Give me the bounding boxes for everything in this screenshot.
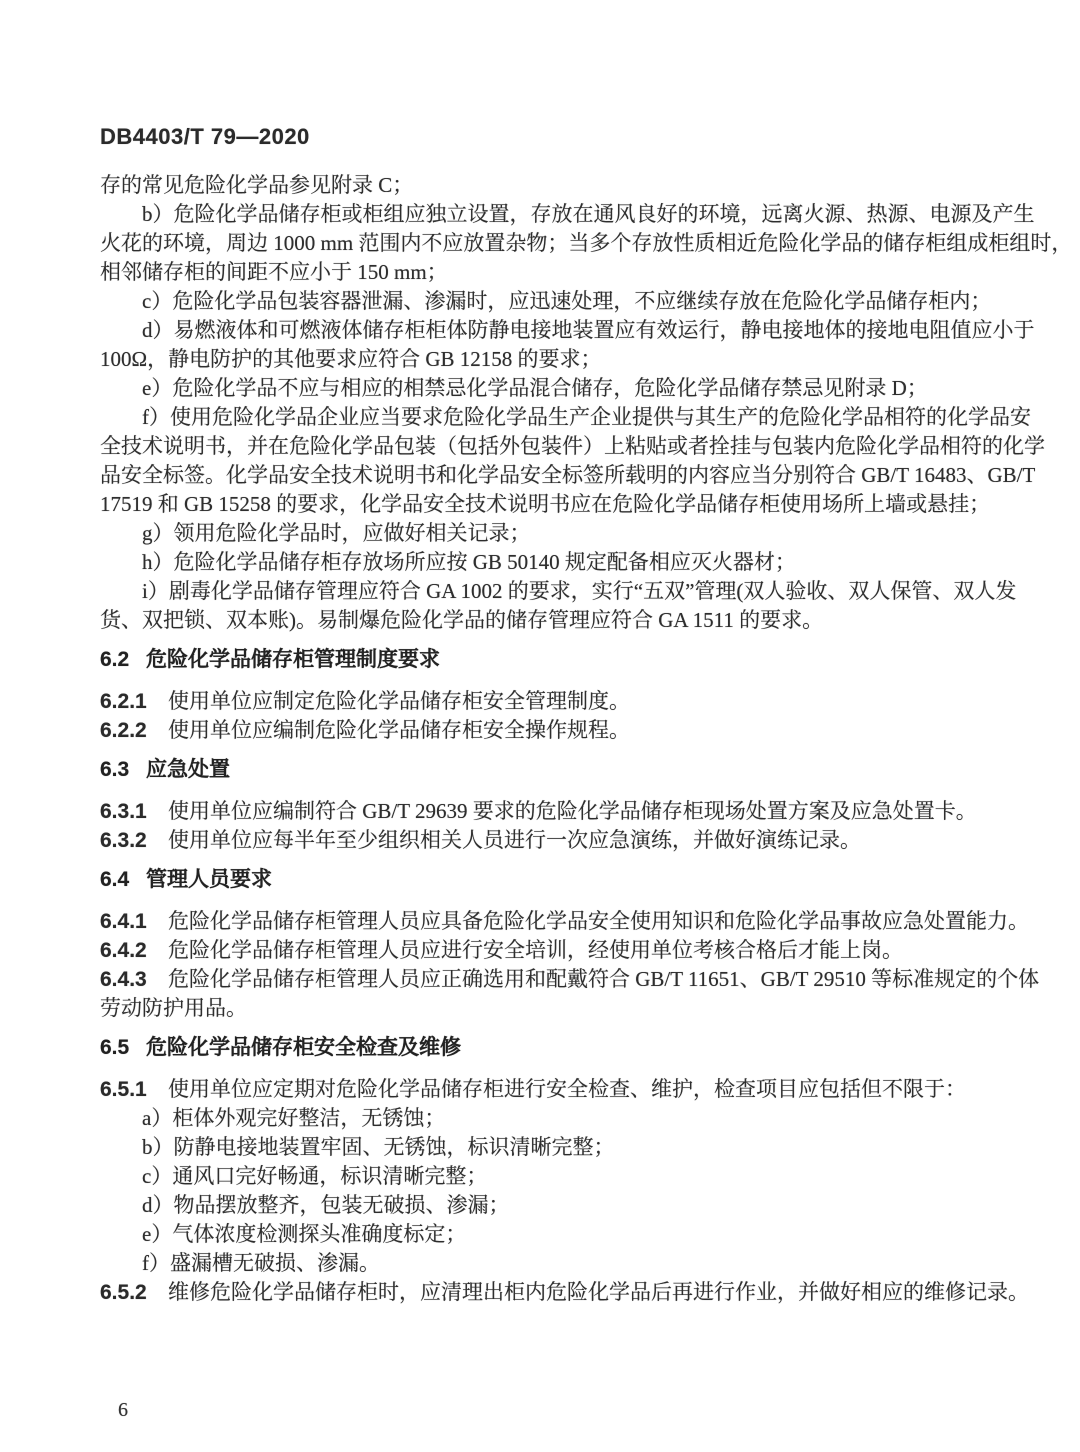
page-footer <box>118 1396 128 1424</box>
text-line: 相邻储存柜的间距不应小于 150 mm； <box>100 260 448 284</box>
clause-line <box>100 965 1040 994</box>
list-item-line: f）盛漏槽无破损、渗漏。 <box>142 1251 380 1275</box>
clause-line <box>100 687 990 716</box>
clause-line <box>100 826 990 855</box>
text-line: 17519 和 GB 15258 的要求，化学品安全技术说明书应在危险化学品储存柜使用场所上墙或悬挂； <box>100 492 991 516</box>
clause-text: 使用单位应定期对危险化学品储存柜进行安全检查、维护，检查项目应包括但不限于： <box>168 1077 966 1101</box>
clause-number: 6.5.2 <box>100 1281 147 1304</box>
clause-number: 6.3.2 <box>100 829 147 852</box>
clause-number: 6.4.3 <box>100 968 147 991</box>
clause-text: 使用单位应制定危险化学品储存柜安全管理制度。 <box>168 689 630 713</box>
running-header-doc-number: DB4403/T 79—2020 <box>100 124 310 149</box>
clause-number: 6.3.1 <box>100 800 147 823</box>
list-item-line: b）危险化学品储存柜或柜组应独立设置，存放在通风良好的环境，远离火源、热源、电源及产生 <box>142 202 1035 226</box>
list-item-line: i）剧毒化学品储存管理应符合 GA 1002 的要求，实行“五双”管理(双人验收、双人保管、双人发 <box>142 579 1017 603</box>
clause-line <box>100 716 990 745</box>
list-item-line: b）防静电接地装置牢固、无锈蚀，标识清晰完整； <box>142 1135 615 1159</box>
list-item-line: a）柜体外观完好整洁，无锈蚀； <box>142 1106 446 1130</box>
text-line: 火花的环境，周边 1000 mm 范围内不应放置杂物；当多个存放性质相近危险化学品的储存柜组成柜组时， <box>100 231 1073 255</box>
list-item-line: e）危险化学品不应与相应的相禁忌化学品混合储存，危险化学品储存禁忌见附录 D； <box>142 376 928 400</box>
section-number: 6.2 <box>100 648 130 671</box>
text-line: 全技术说明书，并在危险化学品包装（包括外包装件）上粘贴或者拴挂与包装内危险化学品相符的化学 <box>100 434 1045 458</box>
list-item-line: d）物品摆放整齐，包装无破损、渗漏； <box>142 1193 510 1217</box>
clause-text: 维修危险化学品储存柜时，应清理出柜内危险化学品后再进行作业，并做好相应的维修记录。 <box>168 1280 1029 1304</box>
clause-text: 危险化学品储存柜管理人员应进行安全培训，经使用单位考核合格后才能上岗。 <box>168 938 903 962</box>
clause-number: 6.4.1 <box>100 910 147 933</box>
text-line: 劳动防护用品。 <box>100 996 247 1020</box>
section-heading <box>100 1033 990 1062</box>
clause-text: 使用单位应编制符合 GB/T 29639 要求的危险化学品储存柜现场处置方案及应急处置卡。 <box>168 799 977 823</box>
list-item-line: g）领用危险化学品时，应做好相关记录； <box>142 521 531 545</box>
clause-text: 使用单位应每半年至少组织相关人员进行一次应急演练，并做好演练记录。 <box>168 828 861 852</box>
text-line: 货、双把锁、双本账)。易制爆危险化学品的储存管理应符合 GA 1511 的要求。 <box>100 608 824 632</box>
section-heading <box>100 645 990 674</box>
list-item-line: f）使用危险化学品企业应当要求危险化学品生产企业提供与其生产的危险化学品相符的化学品安 <box>142 405 1031 429</box>
clause-text: 危险化学品储存柜管理人员应正确选用和配戴符合 GB/T 11651、GB/T 29510 等标准规定的个体 <box>168 967 1040 991</box>
clause-line <box>100 936 990 965</box>
clause-line <box>100 1278 1029 1307</box>
section-title: 管理人员要求 <box>146 868 272 891</box>
section-title: 应急处置 <box>146 758 230 781</box>
list-item-line: c）通风口完好畅通，标识清晰完整； <box>142 1164 488 1188</box>
clause-line <box>100 1075 990 1104</box>
text-line: 100Ω，静电防护的其他要求应符合 GB 12158 的要求； <box>100 347 602 371</box>
section-heading <box>100 865 990 894</box>
list-item-line: e）气体浓度检测探头准确度标定； <box>142 1222 467 1246</box>
clause-number: 6.4.2 <box>100 939 147 962</box>
clause-number: 6.2.2 <box>100 719 147 742</box>
section-title: 危险化学品储存柜安全检查及维修 <box>146 1036 461 1059</box>
section-heading <box>100 755 990 784</box>
list-item-line: h）危险化学品储存柜存放场所应按 GB 50140 规定配备相应灭火器材； <box>142 550 796 574</box>
list-item-line: d）易燃液体和可燃液体储存柜柜体防静电接地装置应有效运行，静电接地体的接地电阻值应小于 <box>142 318 1035 342</box>
section-number: 6.4 <box>100 868 130 891</box>
section-number: 6.3 <box>100 758 130 781</box>
clause-line <box>100 907 1029 936</box>
section-title: 危险化学品储存柜管理制度要求 <box>146 648 440 671</box>
section-number: 6.5 <box>100 1036 130 1059</box>
clause-line <box>100 797 990 826</box>
text-line: 存的常见危险化学品参见附录 C； <box>100 173 414 197</box>
text-line: 品安全标签。化学品安全技术说明书和化学品安全标签所载明的内容应当分别符合 GB/T 16483、GB/T <box>100 463 1036 487</box>
list-item-line: c）危险化学品包装容器泄漏、渗漏时，应迅速处理，不应继续存放在危险化学品储存柜内； <box>142 289 992 313</box>
clause-text: 使用单位应编制危险化学品储存柜安全操作规程。 <box>168 718 630 742</box>
page-number: 6 <box>118 1399 128 1421</box>
clause-number: 6.5.1 <box>100 1078 147 1101</box>
content <box>100 171 1073 1307</box>
clause-text: 危险化学品储存柜管理人员应具备危险化学品安全使用知识和危险化学品事故应急处置能力。 <box>168 909 1029 933</box>
clause-number: 6.2.1 <box>100 690 147 713</box>
